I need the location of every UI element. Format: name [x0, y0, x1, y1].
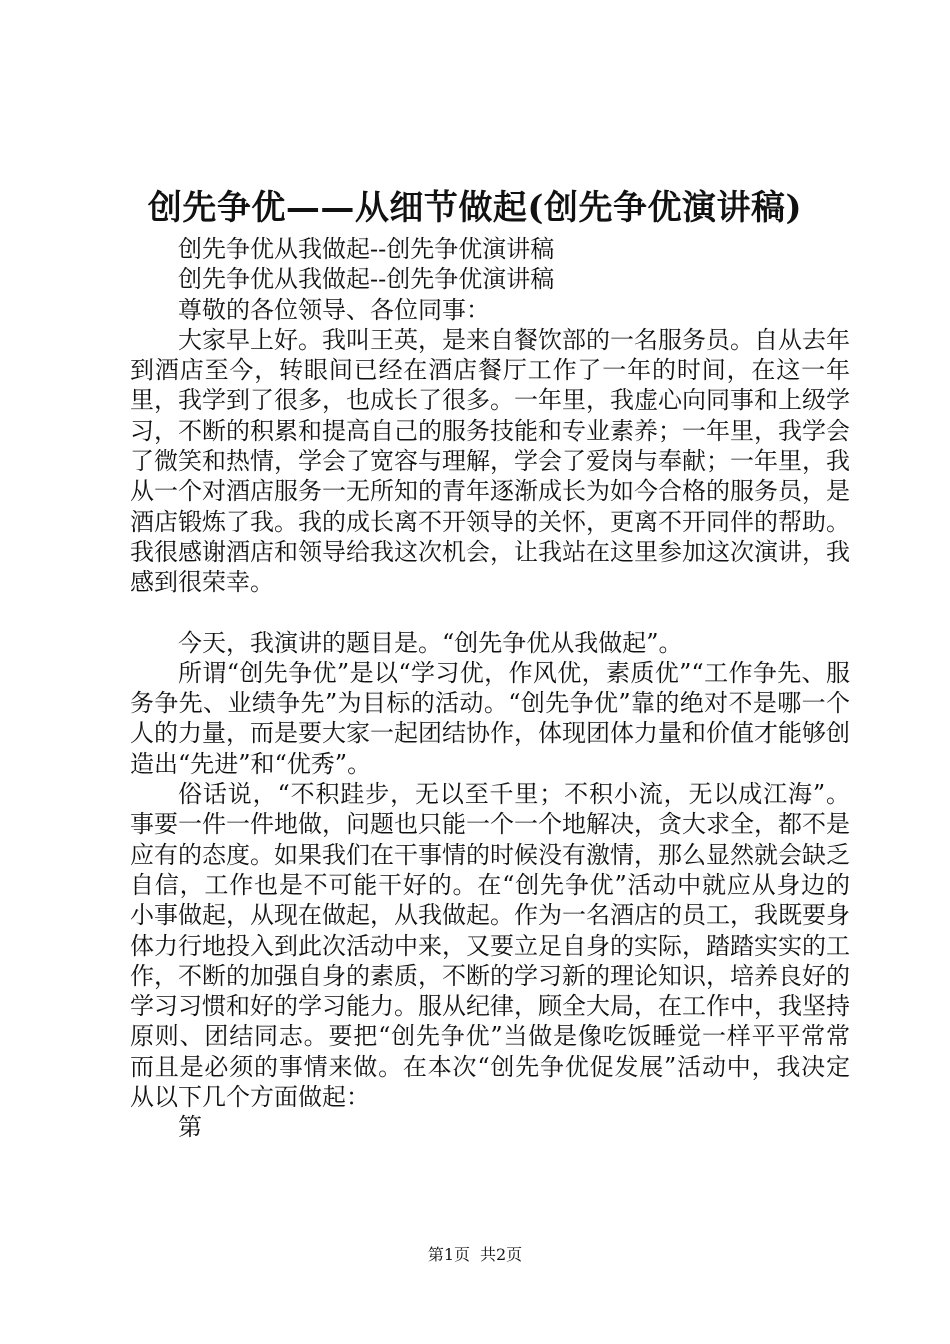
paragraph-salutation: 尊敬的各位领导、各位同事：: [178, 295, 490, 324]
paragraph-proverb: 俗话说，“不积跬步，无以至千里；不积小流，无以成江海”。事要一件一件地做，问题也只能一个一个地解决，贪大求全，都不是应有的态度。如果我们在干事情的时候没有激情，那么显然就会缺乏自信，工作也是不可能干好的。在“创先争优”活动中就应从身边的小事做起，从现在做起，从我做起。作为一名酒店的员工，我既要身体力行地投入到此次活动中来，又要立足自身的实际，踏踏实实的工作，不断的加强自身的素质，不断的学习新的理论知识，培养良好的学习习惯和好的学习能力。服从纪律，顾全大局，在工作中，我坚持原则、团结同志。要把“创先争优”当做是像吃饭睡觉一样平平常常而且是必须的事情来做。在本次“创先争优促发展”活动中，我决定从以下几个方面做起：: [130, 780, 850, 1112]
paragraph-continued: 第: [178, 1113, 202, 1142]
document-title: 创先争优——从细节做起(创先争优演讲稿): [147, 188, 803, 228]
paragraph-introduction: 大家早上好。我叫王英，是来自餐饮部的一名服务员。自从去年到酒店至今，转眼间已经在酒店餐厅工作了一年的时间，在这一年里，我学到了很多，也成长了很多。一年里，我虚心向同事和上级学习，不断的积累和提高自己的服务技能和专业素养；一年里，我学会了微笑和热情，学会了宽容与理解，学会了爱岗与奉献；一年里，我从一个对酒店服务一无所知的青年逐渐成长为如今合格的服务员，是酒店锻炼了我。我的成长离不开领导的关怀，更离不开同伴的帮助。我很感谢酒店和领导给我这次机会，让我站在这里参加这次演讲，我感到很荣幸。: [130, 325, 850, 597]
page-number-current: 第1页: [427, 1245, 470, 1264]
paragraph-subtitle-1: 创先争优从我做起--创先争优演讲稿: [178, 235, 555, 263]
paragraph-subtitle-2: 创先争优从我做起--创先争优演讲稿: [178, 265, 555, 294]
paragraph-definition: 所谓“创先争优”是以“学习优，作风优，素质优”“工作争先、服务争先、业绩争先”为目标的活动。“创先争优”靠的绝对不是哪一个人的力量，而是要大家一起团结协作，体现团体力量和价值才能够创造出“先进”和“优秀”。: [130, 658, 850, 778]
document-body: [130, 234, 850, 1143]
page-number-total: 共2页: [480, 1245, 523, 1264]
page-footer: [0, 1244, 950, 1266]
paragraph-topic: 今天，我演讲的题目是。“创先争优从我做起”。: [178, 628, 683, 657]
